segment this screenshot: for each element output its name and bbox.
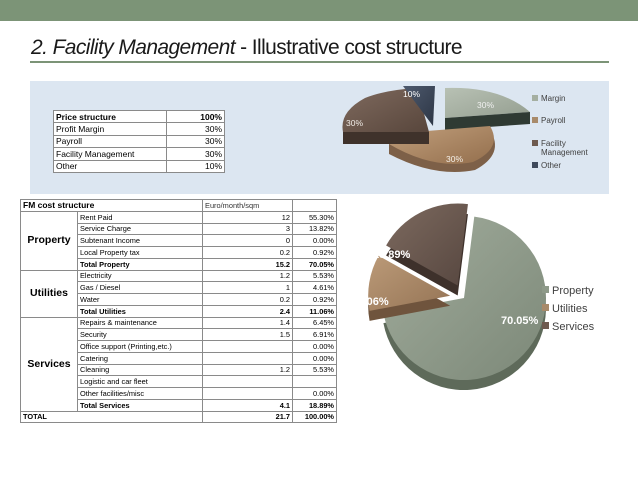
header-band [0, 0, 638, 21]
title-rest: - Illustrative cost structure [234, 36, 463, 59]
price-header-value: 100% [167, 111, 225, 123]
row-amount: 0.2 [203, 294, 293, 306]
row-label: Rent Paid [78, 211, 203, 223]
row-amount: 15.2 [203, 258, 293, 270]
total-label: TOTAL [21, 411, 203, 423]
total-row [21, 411, 337, 423]
fm-cost-pie-chart [336, 200, 626, 410]
row-label: Subtenant Income [78, 235, 203, 247]
legend-swatch-payroll [532, 117, 538, 123]
table-row [21, 317, 337, 329]
row-share: 0.00% [293, 352, 337, 364]
row-share: 5.53% [293, 270, 337, 282]
price-label: Other [54, 160, 167, 172]
price-value: 30% [167, 123, 225, 135]
row-label: Total Services [78, 399, 203, 411]
row-amount: 1.4 [203, 317, 293, 329]
row-label: Repairs & maintenance [78, 317, 203, 329]
legend-label-utilities: Utilities [552, 303, 588, 315]
row-share: 0.00% [293, 341, 337, 353]
row-label: Electricity [78, 270, 203, 282]
row-label: Total Property [78, 258, 203, 270]
legend-label-other: Other [541, 161, 562, 170]
pie-label-other: 10% [403, 89, 421, 99]
total-amount: 21.7 [203, 411, 293, 423]
row-amount [203, 352, 293, 364]
fm-header-row [21, 200, 337, 212]
row-amount: 0.2 [203, 247, 293, 259]
legend-label-margin: Margin [541, 94, 566, 103]
pie-label-facility-management: 30% [346, 118, 364, 128]
legend-swatch-property [542, 286, 549, 293]
row-amount: 0 [203, 235, 293, 247]
legend-label-property: Property [552, 285, 594, 297]
row-amount: 1.2 [203, 364, 293, 376]
price-row [54, 135, 225, 147]
group-label-utilities: Utilities [21, 270, 78, 317]
fm-table-title: FM cost structure [21, 200, 203, 212]
row-share: 70.05% [293, 258, 337, 270]
fm-cost-structure-table [20, 199, 337, 423]
row-amount [203, 388, 293, 400]
price-row [54, 123, 225, 135]
row-amount: 1 [203, 282, 293, 294]
row-amount: 12 [203, 211, 293, 223]
legend-swatch-services [542, 322, 549, 329]
row-label: Gas / Diesel [78, 282, 203, 294]
price-label: Profit Margin [54, 123, 167, 135]
row-share: 5.53% [293, 364, 337, 376]
price-header-row [54, 111, 225, 123]
pie-label-margin: 30% [477, 100, 495, 110]
price-value: 30% [167, 135, 225, 147]
price-structure-pie-chart [325, 82, 609, 192]
row-label: Local Property tax [78, 247, 203, 259]
title-number: 2. [31, 36, 48, 59]
table-row [21, 211, 337, 223]
row-amount: 1.2 [203, 270, 293, 282]
row-label: Logistic and car fleet [78, 376, 203, 388]
row-share: 18.89% [293, 399, 337, 411]
row-share: 55.30% [293, 211, 337, 223]
row-label: Office support (Printing,etc.) [78, 341, 203, 353]
row-share: 6.91% [293, 329, 337, 341]
price-header-label: Price structure [54, 111, 167, 123]
fm-header-empty [293, 200, 337, 212]
legend-swatch-margin [532, 95, 538, 101]
row-share: 0.00% [293, 388, 337, 400]
group-label-services: Services [21, 317, 78, 411]
legend-label-payroll: Payroll [541, 116, 566, 125]
slide-title [31, 36, 462, 60]
title-underline [30, 61, 609, 63]
row-share: 0.92% [293, 294, 337, 306]
row-amount: 2.4 [203, 305, 293, 317]
row-share: 4.61% [293, 282, 337, 294]
row-label: Catering [78, 352, 203, 364]
legend-swatch-other [532, 162, 538, 168]
row-label: Security [78, 329, 203, 341]
pie-label-services: 18.89% [373, 249, 411, 261]
row-share: 13.82% [293, 223, 337, 235]
pie-slices [368, 204, 546, 390]
title-emphasis: Facility Management [52, 36, 235, 59]
fm-table-unit: Euro/month/sqm [203, 200, 293, 212]
price-label: Facility Management [54, 148, 167, 160]
price-value: 10% [167, 160, 225, 172]
row-amount [203, 376, 293, 388]
row-label: Water [78, 294, 203, 306]
row-amount [203, 341, 293, 353]
legend-label-facility: Facility [541, 139, 566, 148]
pie-label-utilities: 11.06% [352, 296, 389, 308]
price-row [54, 160, 225, 172]
header-divider [0, 21, 638, 23]
group-label-property: Property [21, 211, 78, 270]
row-label: Service Charge [78, 223, 203, 235]
row-share: 11.06% [293, 305, 337, 317]
pie-legend [532, 94, 588, 170]
total-share: 100.00% [293, 411, 337, 423]
row-share [293, 376, 337, 388]
row-share: 6.45% [293, 317, 337, 329]
price-value: 30% [167, 148, 225, 160]
table-row [21, 270, 337, 282]
legend-label-services: Services [552, 321, 595, 333]
pie-legend [542, 285, 595, 333]
legend-label-management: Management [541, 148, 588, 157]
row-label: Total Utilities [78, 305, 203, 317]
row-share: 0.00% [293, 235, 337, 247]
row-amount: 3 [203, 223, 293, 235]
row-amount: 1.5 [203, 329, 293, 341]
row-label: Other facilities/misc [78, 388, 203, 400]
price-structure-table [53, 110, 225, 173]
row-amount: 4.1 [203, 399, 293, 411]
row-label: Cleaning [78, 364, 203, 376]
pie-label-payroll: 30% [446, 154, 464, 164]
price-label: Payroll [54, 135, 167, 147]
pie-label-property: 70.05% [501, 315, 539, 327]
price-row [54, 148, 225, 160]
legend-swatch-facility-management [532, 140, 538, 146]
legend-swatch-utilities [542, 304, 549, 311]
row-share: 0.92% [293, 247, 337, 259]
